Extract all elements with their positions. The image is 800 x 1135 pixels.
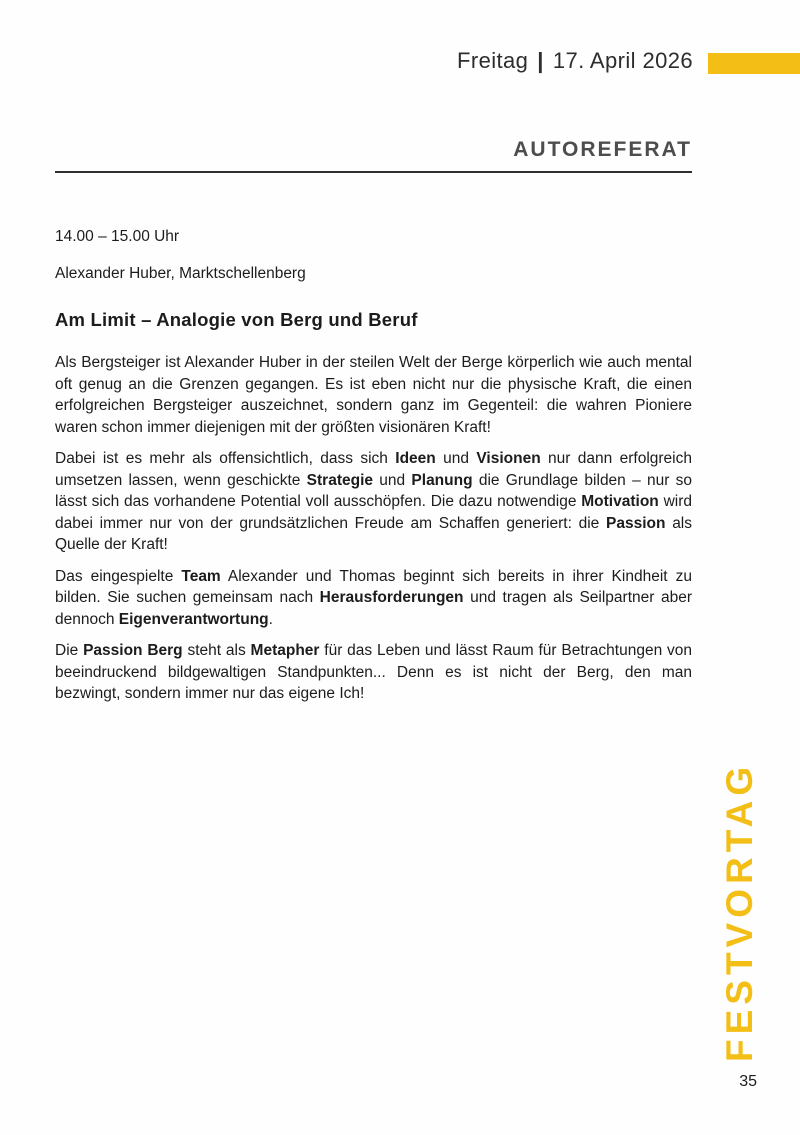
header-date-line — [457, 48, 693, 74]
article-body — [55, 352, 692, 705]
paragraph: Als Bergsteiger ist Alexander Huber in der steilen Welt der Berge körperlich wie auch mental oft genug an die Grenzen gegangen. Es ist eben nicht nur die physische Kraft, die einen erfolgreichen Bergsteiger auszeichnet, sondern ganz im Gegenteil: die wahren Pioniere waren schon immer diejenigen mit der größten visionären Kraft! — [55, 354, 692, 436]
page-number: 35 — [739, 1073, 757, 1090]
section-title: AUTOREFERAT — [513, 138, 692, 161]
header-date: 17. April 2026 — [552, 48, 693, 73]
header-day: Freitag — [457, 48, 529, 73]
section-head — [55, 138, 692, 173]
paragraph: Die Passion Berg steht als Metapher für das Leben und lässt Raum für Betrachtungen von beeindruckend bildgewaltigen Standpunkten... Denn es ist nicht der Berg, den man bezwingt, sondern immer nur das eigene Ich! — [55, 642, 692, 702]
category-vertical-label: FESTVORTAG — [719, 761, 760, 1062]
header-date-separator: | — [537, 48, 544, 73]
article — [55, 228, 692, 715]
accent-bar — [708, 53, 800, 74]
paragraph: Dabei ist es mehr als offensichtlich, dass sich Ideen und Visionen nur dann erfolgreich umsetzen lassen, wenn geschickte Strategie und Planung die Grundlage bilden – nur so lässt sich das vorhandene Potential voll ausschöpfen. Die dazu notwendige Motivation wird dabei immer nur von der grundsätzlichen Freude am Schaffen generiert: die Passion als Quelle der Kraft! — [55, 450, 693, 553]
paragraph: Das eingespielte Team Alexander und Thomas beginnt sich bereits in ihrer Kindheit zu bilden. Sie suchen gemeinsam nach Herausforderungen und tragen als Seilpartner aber dennoch Eigenverantwortung. — [55, 567, 692, 628]
event-time: 14.00 – 15.00 Uhr — [55, 228, 180, 245]
section-rule — [55, 171, 692, 173]
event-title: Am Limit – Analogie von Berg und Beruf — [55, 309, 418, 330]
event-speaker: Alexander Huber, Marktschellenberg — [55, 265, 306, 282]
